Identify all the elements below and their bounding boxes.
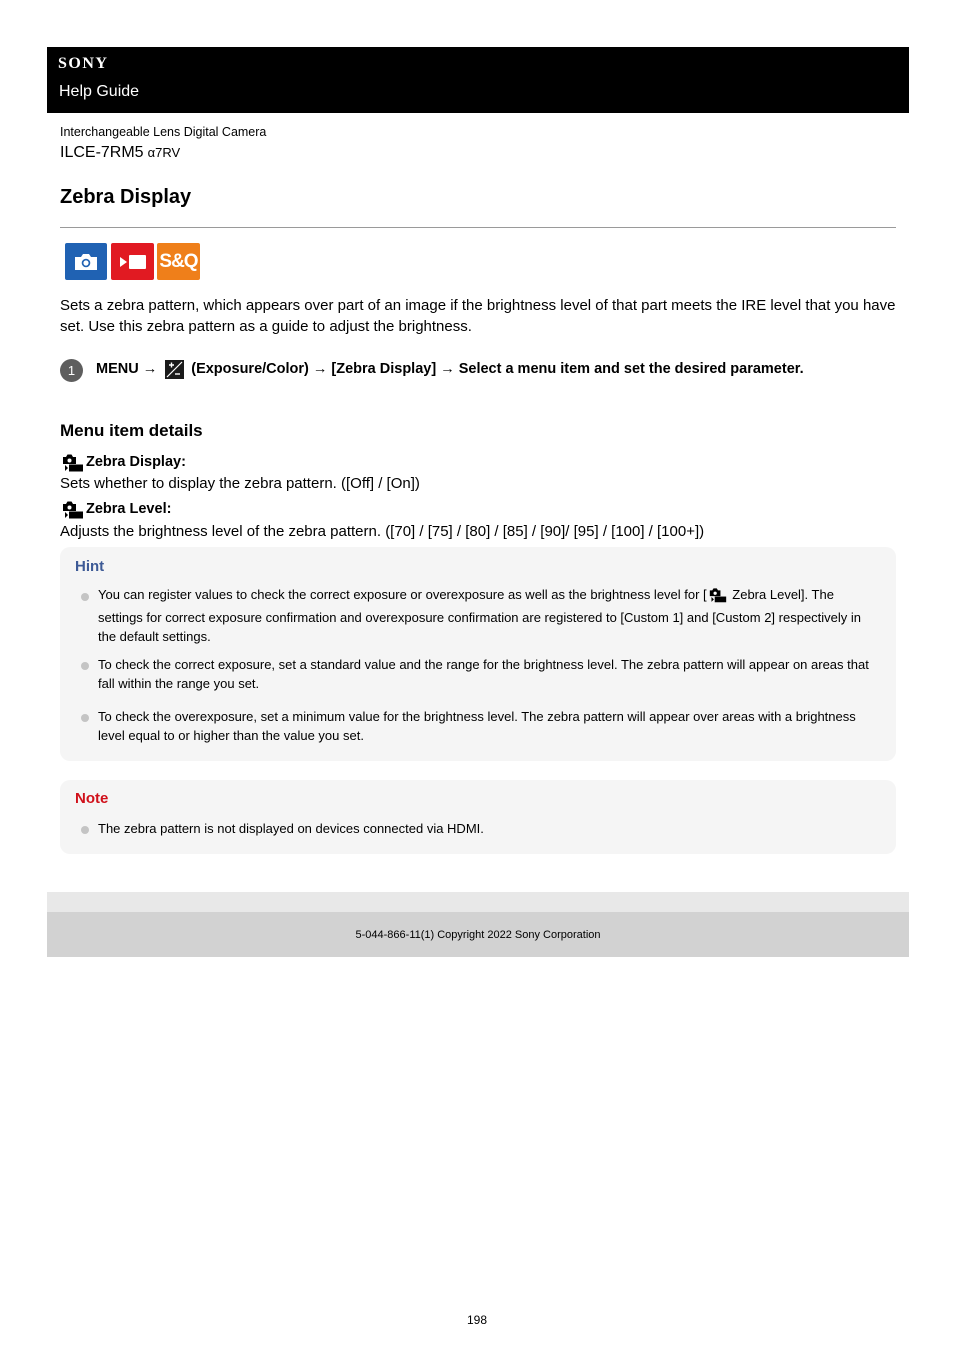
bullet-icon (81, 593, 89, 601)
hint-bullet-2: To check the correct exposure, set a standard value and the range for the brightness level. The zebra pattern will appear on areas that fall within the range you set. (98, 657, 869, 691)
hint-title: Hint (75, 558, 105, 575)
footer-band (47, 892, 909, 912)
note-box (60, 780, 896, 854)
intro-text: Sets a zebra pattern, which appears over part of an image if the brightness level of that part meets the IRE level that you have set. Use this zebra pattern as a guide to adjust the brightness. (60, 297, 896, 335)
hint-bullet-3: To check the overexposure, set a minimum value for the brightness level. The zebra pattern will appear over areas with a brightness level equal to or higher than the value you set. (98, 709, 856, 743)
zebra-display-label (62, 452, 186, 472)
sq-mode-icon: S&Q (157, 243, 200, 280)
footer (47, 912, 909, 957)
photo-movie-icon (62, 452, 84, 472)
zebra-level-description: Adjusts the brightness level of the zebra pattern. ([70] / [75] / [80] / [85] / [90]/ [95] / [100] / [100+]) (60, 523, 705, 540)
model-name (60, 144, 180, 162)
movie-mode-icon (111, 243, 154, 280)
product-category: Interchangeable Lens Digital Camera (60, 125, 267, 139)
hint-bullet-1 (98, 585, 878, 646)
step-path-text: (Exposure/Color) → [Zebra Display] → Select a menu item and set the desired parameter. (191, 360, 804, 377)
title-divider (60, 227, 896, 228)
step-menu-text: MENU → (96, 360, 158, 377)
photo-movie-icon (709, 586, 727, 608)
hint-box (60, 547, 896, 761)
zebra-level-title: Zebra Level: (86, 501, 172, 517)
zebra-level-label (62, 499, 171, 519)
step-1 (60, 357, 910, 383)
model-alias: α7RV (147, 145, 181, 160)
zebra-display-description: Sets whether to display the zebra pattern. ([Off] / [On]) (60, 475, 420, 492)
note-title: Note (75, 790, 109, 807)
header-bar (47, 47, 909, 113)
photo-movie-icon (62, 499, 84, 519)
help-guide-label[interactable]: Help Guide (59, 83, 140, 100)
bullet-icon (81, 826, 89, 834)
step-instruction (96, 359, 804, 378)
sony-logo: SONY (58, 55, 109, 72)
step-number-badge: 1 (60, 359, 83, 382)
copyright-text: 5-044-866-11(1) Copyright 2022 Sony Corporation (355, 928, 601, 941)
bullet-icon (81, 662, 89, 670)
hint-bullet-1-text-b: Zebra Level]. The settings for correct exposure confirmation and overexposure confirmation are registered to [Custom 1] and [Custom 2] respectively in the default settings. (98, 587, 862, 644)
hint-bullet-1-text-a: You can register values to check the correct exposure or overexposure as well as the brightness level for [ (98, 587, 707, 602)
bullet-icon (81, 714, 89, 722)
note-bullet-1: The zebra pattern is not displayed on devices connected via HDMI. (98, 821, 484, 836)
model-number: ILCE-7RM5 (60, 144, 144, 161)
zebra-display-title: Zebra Display: (86, 454, 186, 470)
page-number: 198 (466, 1313, 488, 1327)
menu-item-details-heading: Menu item details (60, 421, 203, 440)
photo-mode-icon (65, 243, 107, 280)
page-title: Zebra Display (60, 186, 192, 208)
exposure-color-icon (165, 360, 184, 379)
